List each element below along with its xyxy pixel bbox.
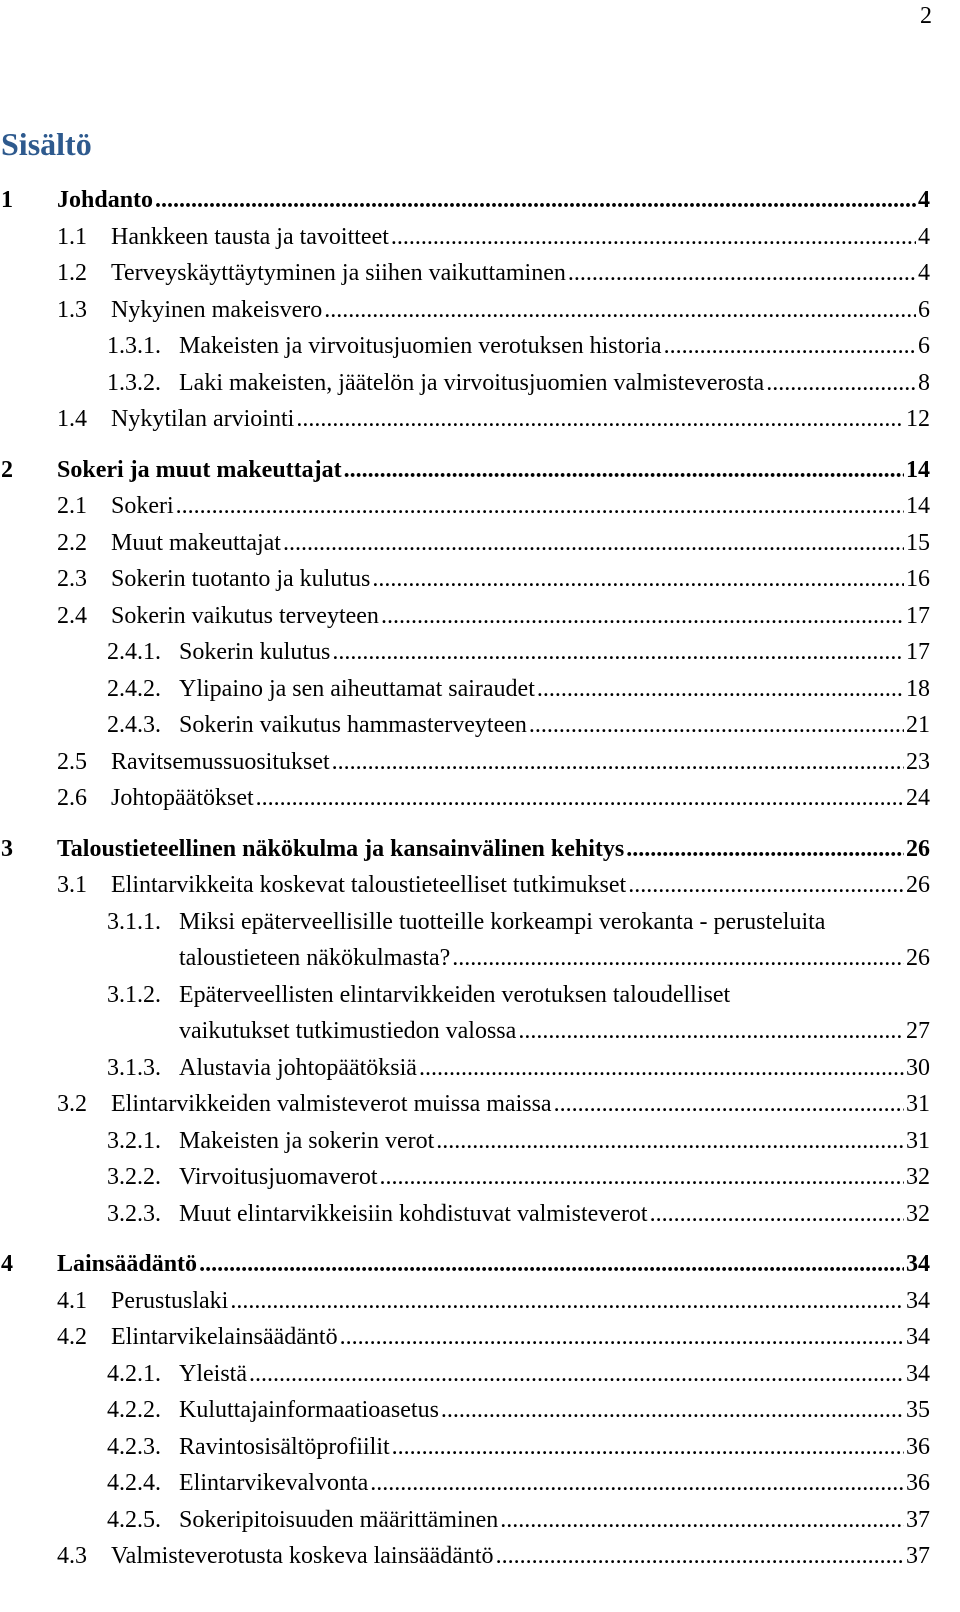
dot-leader: [452, 940, 904, 976]
dot-leader: [496, 1538, 904, 1574]
toc-entry[interactable]: [111, 867, 930, 903]
toc-entry[interactable]: [111, 1319, 930, 1355]
dot-leader: [324, 292, 916, 328]
toc-entry-number: 3.2: [57, 1091, 87, 1117]
toc-entry-title: Muut elintarvikkeisiin kohdistuvat valmisteverot: [179, 1200, 648, 1227]
toc-entry-page: 18: [906, 675, 930, 702]
toc-entry-number: 3.1.3.: [107, 1054, 161, 1081]
dot-leader: [344, 452, 904, 488]
toc-entry-number: 4.2.2.: [107, 1397, 161, 1423]
toc-entry-title: Sokerin vaikutus terveyteen: [111, 602, 379, 629]
toc-entry-number: 3.2.3.: [107, 1200, 161, 1227]
dot-leader: [296, 401, 904, 437]
toc-entry-number: 4.2.1.: [107, 1360, 161, 1387]
dot-leader: [518, 1013, 904, 1049]
toc-entry-number: 2.4: [57, 602, 87, 629]
toc-entry-title: Muut makeuttajat: [111, 529, 281, 556]
toc-entry-title: Alustavia johtopäätöksiä: [179, 1054, 417, 1081]
toc-entry-number: 1.2: [57, 260, 87, 286]
dot-leader: [249, 1356, 904, 1392]
toc-entry-title: Makeisten ja sokerin verot: [179, 1127, 435, 1154]
toc-entry-title: Johdanto: [57, 187, 154, 213]
toc-entry[interactable]: [179, 1356, 930, 1392]
dot-leader: [626, 831, 904, 867]
dot-leader: [256, 780, 904, 816]
toc-entry-number: 1.3: [57, 296, 87, 323]
dot-leader: [155, 182, 916, 218]
dot-leader: [199, 1246, 904, 1282]
toc-entry-title: Makeisten ja virvoitusjuomien verotuksen historia: [179, 333, 662, 359]
toc-entry-number: 3.2.1.: [107, 1127, 161, 1154]
toc-entry[interactable]: [57, 452, 930, 488]
toc-entry-page: 34: [906, 1251, 930, 1277]
dot-leader: [392, 1429, 904, 1465]
toc-entry[interactable]: [179, 1502, 930, 1538]
toc-entry-number: 2.2: [57, 529, 87, 556]
toc-entry-title: Ylipaino ja sen aiheuttamat sairaudet: [179, 675, 535, 702]
toc-entry[interactable]: [179, 707, 930, 743]
toc-entry-page: 35: [906, 1397, 930, 1423]
dot-leader: [176, 488, 904, 524]
toc-entry-title: Sokeri ja muut makeuttajat: [57, 456, 342, 483]
toc-entry-title: Ravintosisältöprofiilit: [179, 1433, 390, 1460]
toc-entry[interactable]: [179, 328, 930, 364]
toc-entry[interactable]: [111, 1538, 930, 1574]
dot-leader: [628, 867, 904, 903]
toc-entry-page: 37: [906, 1543, 930, 1569]
toc-entry[interactable]: [179, 1429, 930, 1465]
toc-entry[interactable]: [57, 182, 930, 218]
toc-entry-number: 4.1: [57, 1287, 87, 1314]
toc-entry-title: Sokerin tuotanto ja kulutus: [111, 566, 371, 592]
toc-entry-title[interactable]: Miksi epäterveellisille tuotteille korkeampi verokanta - perusteluita: [179, 908, 826, 935]
dot-leader: [568, 255, 916, 291]
toc-entry-page: 26: [906, 872, 930, 898]
toc-entry-title: Ravitsemussuositukset: [111, 748, 330, 775]
toc-entry-title: Hankkeen tausta ja tavoitteet: [111, 223, 389, 250]
toc-entry-page: 36: [906, 1470, 930, 1496]
toc-entry-page: 6: [918, 333, 930, 359]
toc-entry-page: 30: [906, 1054, 930, 1081]
toc-entry-number: 1.1: [57, 223, 87, 250]
toc-entry-title: Lainsäädäntö: [57, 1251, 198, 1277]
dot-leader: [650, 1196, 904, 1232]
toc-entry-number: 2.4.3.: [107, 712, 161, 738]
dot-leader: [340, 1319, 904, 1355]
toc-entry[interactable]: [179, 671, 930, 707]
toc-entry[interactable]: [179, 634, 930, 670]
toc-entry-page: 36: [906, 1433, 930, 1460]
dot-leader: [664, 328, 916, 364]
toc-entry-title: taloustieteen näkökulmasta?: [179, 945, 451, 971]
toc-entry[interactable]: [57, 1246, 930, 1282]
toc-entry-number: 3.2.2.: [107, 1164, 161, 1190]
toc-entry[interactable]: [111, 561, 930, 597]
toc-entry[interactable]: [111, 1086, 930, 1122]
toc-entry[interactable]: [111, 255, 930, 291]
dot-leader: [332, 634, 904, 670]
toc-entry-title: Perustuslaki: [111, 1287, 229, 1314]
toc-entry-number: 2.6: [57, 785, 87, 811]
toc-entry-number: 4.3: [57, 1543, 87, 1569]
dot-leader: [391, 219, 916, 255]
toc-entry-number: 2.1: [57, 493, 87, 519]
toc-entry-page: 31: [906, 1091, 930, 1117]
toc-entry-page: 34: [906, 1324, 930, 1350]
toc-entry-page: 6: [918, 296, 930, 323]
toc-entry-page: 32: [906, 1200, 930, 1227]
toc-entry-number: 3.1.1.: [107, 908, 161, 935]
toc-entry-page: 26: [906, 945, 930, 971]
page-number: 2: [920, 3, 932, 29]
dot-leader: [419, 1050, 904, 1086]
toc-entry-page: 34: [906, 1287, 930, 1314]
toc-entry-title: Terveyskäyttäytyminen ja siihen vaikuttaminen: [111, 260, 566, 286]
toc-entry-number: 1.4: [57, 406, 87, 432]
toc-entry-page: 27: [906, 1018, 930, 1044]
toc-entry-title: Sokeripitoisuuden määrittäminen: [179, 1506, 499, 1533]
toc-entry[interactable]: [111, 744, 930, 780]
toc-entry[interactable]: [179, 1123, 930, 1159]
dot-leader: [230, 1283, 904, 1319]
toc-entry[interactable]: [111, 598, 930, 634]
toc-entry-number: 3.1.2.: [107, 981, 161, 1008]
toc-entry-page: 21: [906, 712, 930, 738]
toc-entry[interactable]: [179, 1013, 930, 1049]
toc-entry[interactable]: [111, 219, 930, 255]
toc-entry-title: Yleistä: [179, 1360, 247, 1387]
toc-entry-title: vaikutukset tutkimustiedon valossa: [179, 1018, 517, 1044]
toc-entry-number: 2: [1, 456, 13, 483]
toc-entry[interactable]: [111, 488, 930, 524]
toc-entry[interactable]: [179, 1196, 930, 1232]
dot-leader: [380, 1159, 904, 1195]
toc-entry-title: Johtopäätökset: [111, 785, 254, 811]
toc-entry[interactable]: [111, 780, 930, 816]
toc-entry[interactable]: [111, 1283, 930, 1319]
toc-entry-page: 23: [906, 748, 930, 775]
dot-leader: [283, 525, 904, 561]
toc-entry-page: 37: [906, 1506, 930, 1533]
toc-entry-title: Elintarvikkeiden valmisteverot muissa maissa: [111, 1091, 552, 1117]
toc-entry-number: 4.2.5.: [107, 1506, 161, 1533]
toc-entry-title: Sokerin vaikutus hammasterveyteen: [179, 712, 527, 738]
toc-entry-number: 1: [1, 187, 13, 213]
toc-entry[interactable]: [179, 1159, 930, 1195]
toc-entry-number: 4.2.4.: [107, 1470, 161, 1496]
toc-entry-page: 34: [906, 1360, 930, 1387]
dot-leader: [554, 1086, 904, 1122]
toc-entry[interactable]: [179, 1050, 930, 1086]
toc-entry-page: 17: [906, 639, 930, 665]
toc-entry-number: 2.4.1.: [107, 639, 161, 665]
toc-entry-page: 15: [906, 529, 930, 556]
toc-entry-number: 2.4.2.: [107, 675, 161, 702]
toc-entry-number: 1.3.2.: [107, 369, 161, 396]
toc-entry-page: 17: [906, 602, 930, 629]
toc-title: Sisältö: [1, 126, 92, 162]
toc-entry-number: 3.1: [57, 872, 87, 898]
toc-entry-title: Sokerin kulutus: [179, 639, 331, 665]
toc-entry-title: Sokeri: [111, 493, 174, 519]
toc-entry[interactable]: [57, 831, 930, 867]
toc-entry-title: Kuluttajainformaatioasetus: [179, 1397, 439, 1423]
toc-entry-title: Elintarvikkeita koskevat taloustieteelliset tutkimukset: [111, 872, 627, 898]
dot-leader: [370, 1465, 904, 1501]
toc-entry-page: 24: [906, 785, 930, 811]
dot-leader: [372, 561, 904, 597]
toc-entry[interactable]: [179, 1465, 930, 1501]
dot-leader: [500, 1502, 904, 1538]
dot-leader: [381, 598, 904, 634]
toc-entry-title: Laki makeisten, jäätelön ja virvoitusjuomien valmisteverosta: [179, 369, 765, 396]
toc-entry-page: 14: [906, 456, 930, 483]
toc-entry-page: 4: [918, 187, 930, 213]
toc-entry[interactable]: [179, 1392, 930, 1428]
toc-entry-number: 4.2.3.: [107, 1433, 161, 1460]
toc-entry-number: 2.5: [57, 748, 87, 775]
dot-leader: [332, 744, 904, 780]
toc-entry[interactable]: [111, 401, 930, 437]
toc-entry-title: Valmisteverotusta koskeva lainsäädäntö: [111, 1543, 494, 1569]
dot-leader: [529, 707, 904, 743]
toc-entry-number: 1.3.1.: [107, 333, 161, 359]
toc-entry[interactable]: [179, 940, 930, 976]
dot-leader: [766, 365, 916, 401]
toc-entry-page: 12: [906, 406, 930, 432]
toc-entry-page: 8: [918, 369, 930, 396]
toc-entry-number: 2.3: [57, 566, 87, 592]
toc-entry-number: 4.2: [57, 1324, 87, 1350]
toc-entry[interactable]: [179, 365, 930, 401]
toc-entry-page: 4: [918, 223, 930, 250]
toc-entry[interactable]: [111, 292, 930, 328]
toc-entry-title[interactable]: Epäterveellisten elintarvikkeiden verotuksen taloudelliset: [179, 981, 731, 1008]
toc-entry-page: 31: [906, 1127, 930, 1154]
toc-entry-page: 32: [906, 1164, 930, 1190]
dot-leader: [537, 671, 904, 707]
dot-leader: [436, 1123, 904, 1159]
toc-entry-page: 16: [906, 566, 930, 592]
toc-entry[interactable]: [111, 525, 930, 561]
toc-entry-page: 4: [918, 260, 930, 286]
toc-entry-title: Nykyinen makeisvero: [111, 296, 323, 323]
toc-entry-title: Taloustieteellinen näkökulma ja kansainvälinen kehitys: [57, 835, 625, 862]
toc-entry-number: 3: [1, 835, 13, 862]
toc-entry-number: 4: [1, 1251, 13, 1277]
toc-entry-page: 14: [906, 493, 930, 519]
toc-entry-title: Elintarvikevalvonta: [179, 1470, 369, 1496]
toc-entry-title: Virvoitusjuomaverot: [179, 1164, 378, 1190]
dot-leader: [441, 1392, 904, 1428]
toc-entry-title: Elintarvikelainsäädäntö: [111, 1324, 338, 1350]
toc-entry-page: 26: [906, 835, 930, 862]
toc-entry-title: Nykytilan arviointi: [111, 406, 295, 432]
